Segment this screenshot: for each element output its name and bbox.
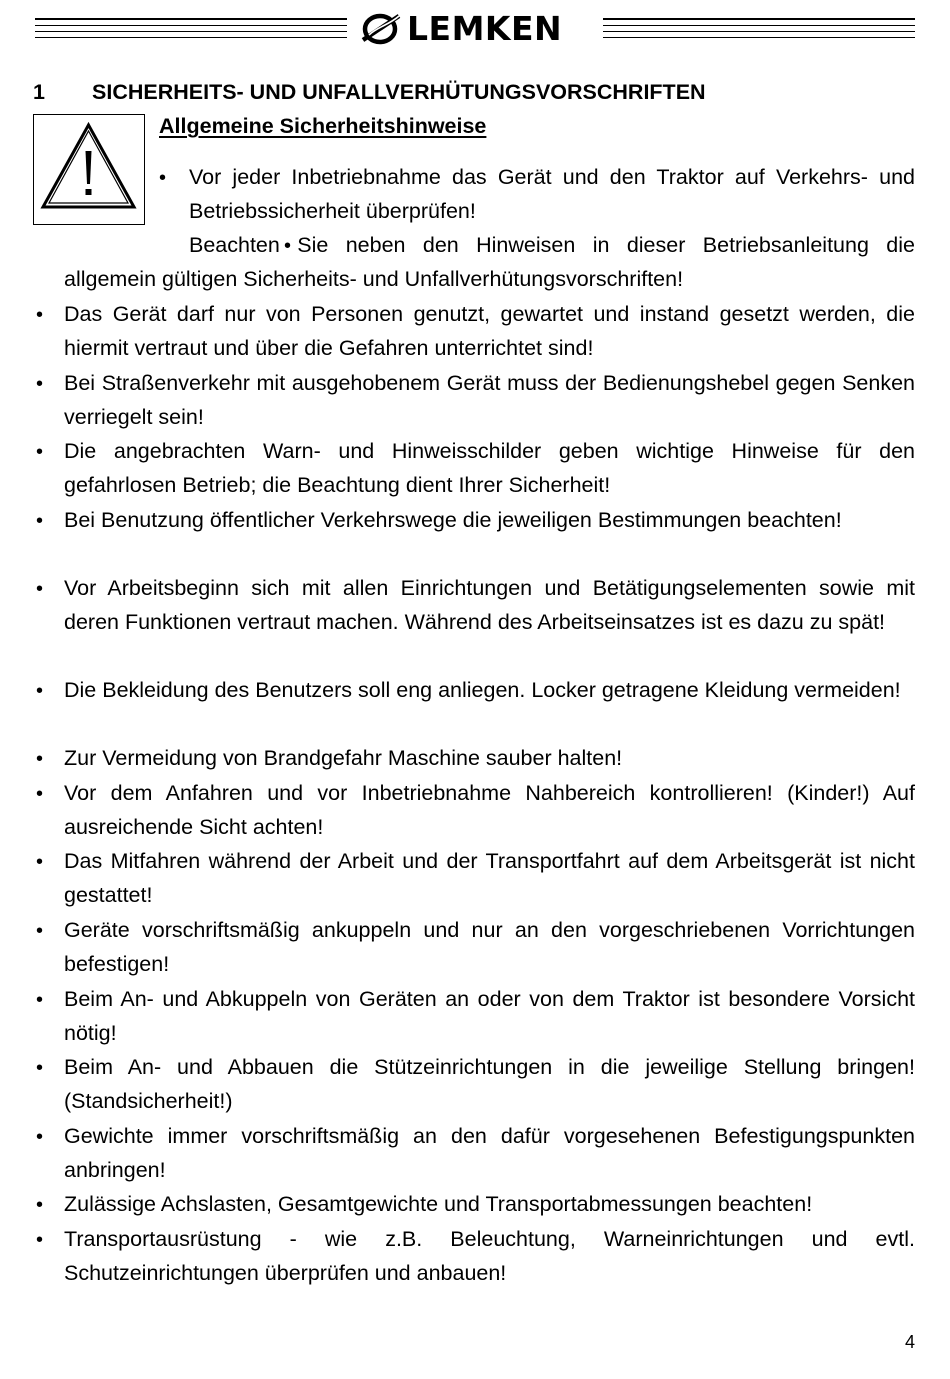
list-item: • Die angebrachten Warn- und Hinweisschilder geben wichtige Hinweise für den gefahrlosen Betrieb; die Beachtung dient Ihrer Sicherheit! [64, 434, 915, 502]
header-rule-left [35, 18, 347, 38]
list-item: • Gewichte immer vorschriftsmäßig an den dafür vorgesehenen Befestigungspunkten anbringen! [64, 1119, 915, 1187]
bullet-icon [36, 1119, 46, 1154]
list-item: • Bei Straßenverkehr mit ausgehobenem Gerät muss der Bedienungshebel gegen Senken verriegelt sein! [64, 366, 915, 434]
bullet-icon [36, 982, 46, 1017]
bullet-icon [36, 1187, 46, 1222]
bullet-icon [36, 1050, 46, 1085]
list-item: • Beachten Sie neben den Hinweisen in dieser Betriebsanleitung die allgemein gültigen Sicherheits- und Unfallverhütungsvorschriften! [64, 228, 915, 296]
bullet-icon [36, 503, 46, 538]
list-item: • Die Bekleidung des Benutzers soll eng anliegen. Locker getragene Kleidung vermeiden! [64, 673, 915, 707]
bullet-icon [36, 913, 46, 948]
list-item: • Geräte vorschriftsmäßig ankuppeln und nur an den vorgeschriebenen Vorrichtungen befestigen! [64, 913, 915, 981]
bullet-icon [36, 366, 46, 401]
list-item: • Vor Arbeitsbeginn sich mit allen Einrichtungen und Betätigungselementen sowie mit deren Funktionen vertraut machen. Während des Arbeitseinsatzes ist es dazu zu spät! [64, 571, 915, 639]
list-item: • Beim An- und Abkuppeln von Geräten an oder von dem Traktor ist besondere Vorsicht nötig! [64, 982, 915, 1050]
section-heading [33, 80, 706, 105]
bullet-icon [36, 741, 46, 776]
lemken-logo [359, 8, 591, 48]
page-number: 4 [904, 1332, 915, 1352]
section-title: SICHERHEITS- UND UNFALLVERHÜTUNGSVORSCHRIFTEN [92, 80, 706, 104]
list-item: • Vor dem Anfahren und vor Inbetriebnahme Nahbereich kontrollieren! (Kinder!) Auf ausreichende Sicht achten! [64, 776, 915, 844]
bullet-icon [36, 844, 46, 879]
bullet-icon [159, 228, 169, 263]
list-item: • Transportausrüstung - wie z.B. Beleuchtung, Warneinrichtungen und evtl. Schutzeinrichtungen überprüfen und anbauen! [64, 1222, 915, 1290]
list-item: • Vor jeder Inbetriebnahme das Gerät und den Traktor auf Verkehrs- und Betriebssicherheit überprüfen! [189, 160, 915, 228]
brand-name: LEMKEN [407, 8, 563, 48]
list-item: • Das Mitfahren während der Arbeit und der Transportfahrt auf dem Arbeitsgerät ist nicht gestattet! [64, 844, 915, 912]
list-item: • Zur Vermeidung von Brandgefahr Maschine sauber halten! [64, 741, 915, 775]
warning-triangle-icon [34, 115, 143, 223]
page-header [35, 8, 915, 48]
bullet-icon [36, 297, 46, 332]
list-item: • Bei Benutzung öffentlicher Verkehrswege die jeweiligen Bestimmungen beachten! [64, 503, 915, 537]
bullet-icon [36, 1222, 46, 1257]
bullet-icon [36, 434, 46, 469]
warning-box [33, 114, 145, 225]
bullet-icon [36, 776, 46, 811]
list-item: • Das Gerät darf nur von Personen genutzt, gewartet und instand gesetzt werden, die hiermit vertraut und über die Gefahren unterrichtet sind! [64, 297, 915, 365]
list-item: • Zulässige Achslasten, Gesamtgewichte und Transportabmessungen beachten! [64, 1187, 915, 1221]
lemken-logo-icon [359, 10, 405, 46]
bullet-icon [36, 673, 46, 708]
subsection-title: Allgemeine Sicherheitshinweise [159, 114, 487, 138]
list-item: • Beim An- und Abbauen die Stützeinrichtungen in die jeweilige Stellung bringen! (Standsicherheit!) [64, 1050, 915, 1118]
header-rule-right [603, 18, 915, 38]
bullet-icon [36, 571, 46, 606]
section-number: 1 [33, 80, 45, 104]
bullet-icon [159, 160, 169, 195]
